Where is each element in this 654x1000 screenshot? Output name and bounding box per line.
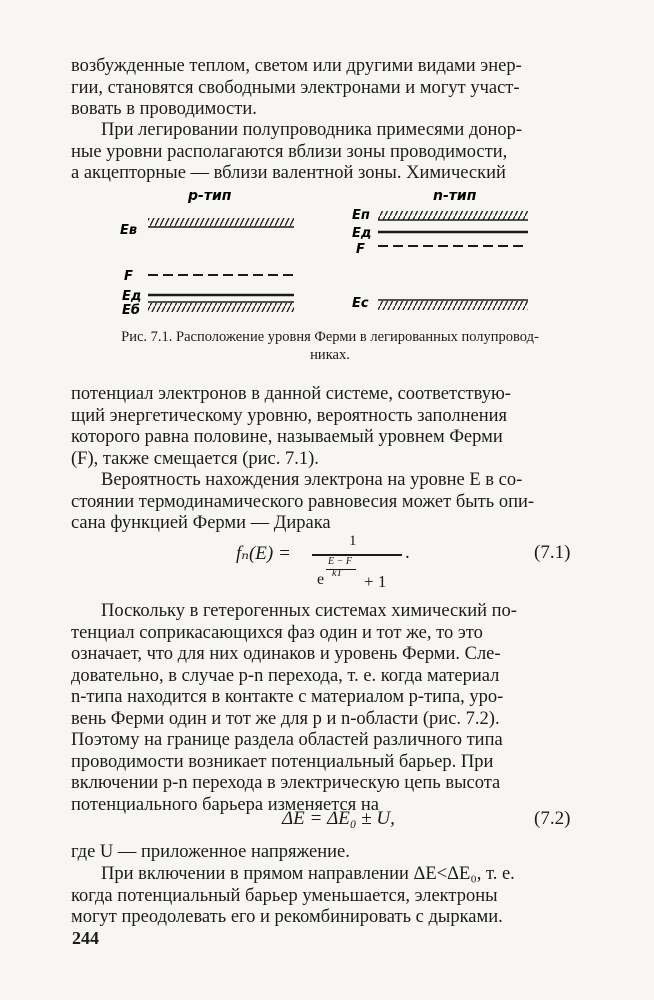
text-line: Поэтому на границе раздела областей различного типа	[71, 730, 503, 750]
p-type-label: p-тип	[188, 188, 232, 204]
eq1-fraction-bar	[312, 554, 402, 556]
paragraph-2	[71, 120, 580, 185]
level-label-f: F	[124, 269, 133, 284]
figure-caption	[80, 328, 580, 364]
text-line: При легировании полупроводника примесями донор-	[101, 120, 523, 140]
n-type-label: n-тип	[433, 188, 477, 204]
eq2-body: ΔE = ΔE₀ ± U,	[282, 808, 395, 829]
eq2-number: (7.2)	[534, 808, 571, 829]
level-label-ed: Eд	[122, 289, 142, 304]
text-line: сана функцией Ферми — Дирака	[71, 513, 331, 533]
conduction-band-hatch	[148, 218, 294, 227]
text-line: которого равна половине, называемый уровнем Ферми	[71, 427, 503, 447]
caption-line: никах.	[310, 347, 350, 363]
text-line: потенциал электронов в данной системе, соответствую-	[71, 384, 511, 404]
text-line: вень Ферми один и тот же для p и n-области (рис. 7.2).	[71, 708, 500, 729]
valence-band-hatch	[148, 303, 294, 312]
eq1-lhs: fₙ(E) =	[236, 543, 291, 564]
text-line: вовать в проводимости.	[71, 99, 257, 119]
text-line: включении p-n перехода в электрическую цепь высота	[71, 773, 501, 793]
valence-band-hatch-n	[378, 301, 528, 310]
text-line: где U — приложенное напряжение.	[71, 842, 350, 862]
paragraph-3	[71, 384, 580, 470]
text-line: когда потенциальный барьер уменьшается, электроны	[71, 885, 498, 906]
text-line: (F), также смещается (рис. 7.1).	[71, 448, 319, 469]
text-line: ные уровни располагаются вблизи зоны проводимости,	[71, 141, 508, 162]
text-line: довательно, в случае p-n перехода, т. е. когда материал	[71, 665, 500, 686]
level-label-ev: Eв	[120, 223, 138, 238]
eq1-base: e	[317, 571, 325, 588]
text-line: а акцепторные — вблизи валентной зоны. Химический	[71, 163, 506, 183]
text-line: могут преодолевать его и рекомбинировать с дырками.	[71, 907, 503, 927]
text-line: Вероятность нахождения электрона на уровне E в со-	[101, 470, 523, 490]
text-line: гии, становятся свободными электронами и могут участ-	[71, 77, 520, 98]
level-label-ec: Eс	[352, 296, 369, 311]
level-label-en: Eп	[352, 208, 370, 223]
conduction-band-hatch-n	[378, 211, 528, 220]
level-label-ed-n: Eд	[352, 226, 372, 241]
fermi-level-diagram	[100, 186, 550, 316]
level-label-f-n: F	[356, 242, 365, 257]
eq1-plus: + 1	[364, 572, 387, 591]
eq1-trail: .	[405, 542, 410, 563]
text-line: n-типа находится в контакте с материалом p-типа, уро-	[71, 687, 504, 707]
eq1-exp-top: E − F	[328, 556, 352, 567]
text-line: тенциал соприкасающихся фаз один и тот же, то это	[71, 622, 483, 643]
page-number: 244	[72, 928, 99, 948]
eq1-number: (7.1)	[534, 542, 571, 563]
paragraph-6	[71, 842, 580, 864]
paragraph-1	[71, 56, 580, 121]
text-line: При включении в прямом направлении ΔE<ΔE₀, т. е.	[101, 864, 515, 884]
text-line: щий энергетическому уровню, вероятность заполнения	[71, 405, 508, 426]
level-label-eb: Eб	[122, 303, 140, 316]
paragraph-5	[71, 601, 580, 816]
text-line: потенциального барьера изменяется на	[71, 794, 379, 815]
eq1-numerator: 1	[349, 533, 357, 549]
text-line: стоянии термодинамического равновесия может быть опи-	[71, 491, 535, 512]
eq1-exp-bottom: kT	[332, 568, 342, 579]
caption-line: Рис. 7.1. Расположение уровня Ферми в легированных полупровод-	[121, 329, 539, 345]
text-line: проводимости возникает потенциальный барьер. При	[71, 751, 494, 772]
paragraph-4	[71, 470, 580, 535]
text-line: Поскольку в гетерогенных системах химический по-	[101, 601, 517, 621]
text-line: возбужденные теплом, светом или другими видами энер-	[71, 56, 522, 76]
paragraph-7	[71, 864, 580, 929]
text-line: означает, что для них одинаков и уровень Ферми. Сле-	[71, 644, 501, 664]
